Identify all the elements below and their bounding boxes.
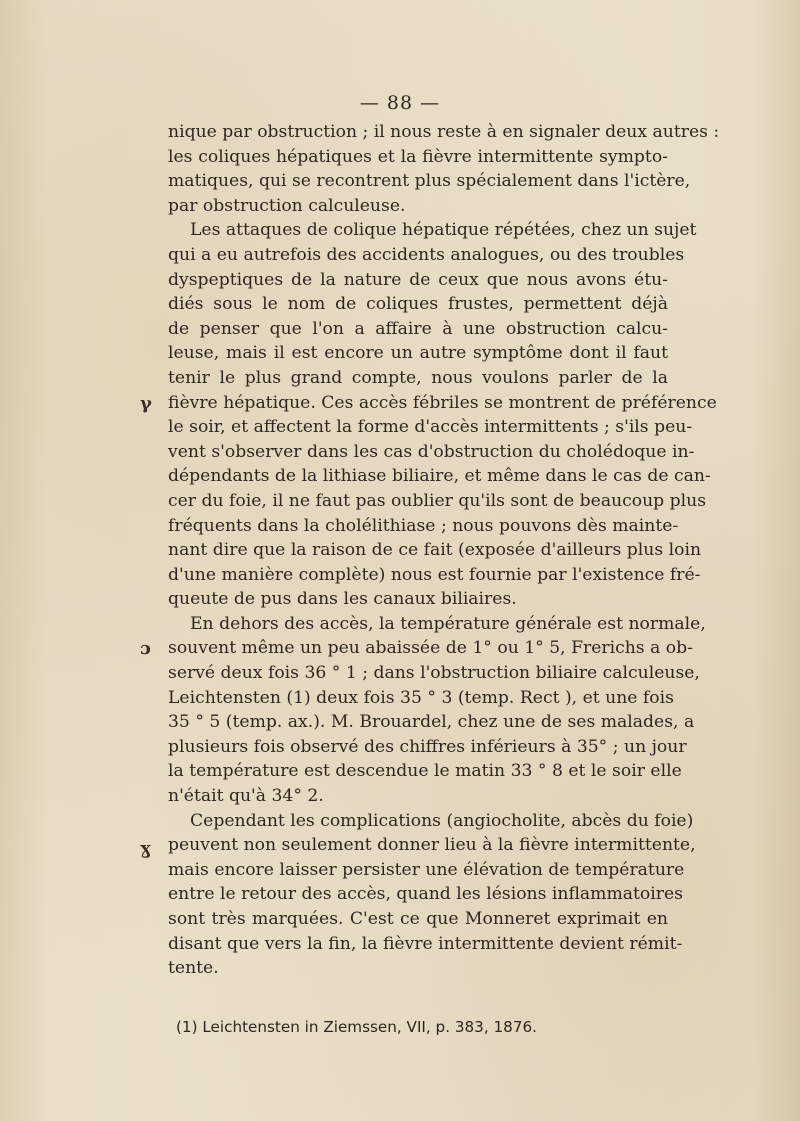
text-line: fréquents dans la cholélithiase ; nous pouvons dès mainte- xyxy=(168,515,679,536)
text-line: entre le retour des accès, quand les lésions inflammatoires xyxy=(168,884,683,905)
text-line: cer du foie, il ne faut pas oublier qu'ils sont de beaucoup plus xyxy=(168,490,707,511)
text-line: vent s'observer dans les cas d'obstruction du cholédoque in- xyxy=(168,441,695,462)
body-text xyxy=(168,120,720,981)
margin-annotation: ɔ xyxy=(140,638,151,659)
text-line: plusieurs fois observé des chiffres inférieurs à 35° ; un jour xyxy=(168,736,687,757)
text-line: tenir le plus grand compte, nous voulons parler de la xyxy=(168,367,668,388)
text-line: mais encore laisser persister une élévation de température xyxy=(168,859,685,880)
text-line: de penser que l'on a affaire à une obstruction calcu- xyxy=(168,318,668,339)
margin-annotation: ɣ xyxy=(140,838,151,859)
text-line: le soir, et affectent la forme d'accès intermittents ; s'ils peu- xyxy=(168,417,693,438)
page-number: — 88 — xyxy=(359,92,441,114)
text-line: Cependant les complications (angiocholite, abcès du foie) xyxy=(190,810,694,831)
text-line: leuse, mais il est encore un autre symptôme dont il faut xyxy=(168,343,668,364)
text-line: En dehors des accès, la température générale est normale, xyxy=(190,613,706,634)
text-line: tente. xyxy=(168,958,219,979)
text-line: par obstruction calculeuse. xyxy=(168,195,406,216)
text-line: peuvent non seulement donner lieu à la fièvre intermittente, xyxy=(168,835,696,856)
text-line: 35 ° 5 (temp. ax.). M. Brouardel, chez une de ses malades, a xyxy=(168,712,695,733)
text-line: dépendants de la lithiase biliaire, et même dans le cas de can- xyxy=(168,466,711,487)
text-line: servé deux fois 36 ° 1 ; dans l'obstruction biliaire calculeuse, xyxy=(168,663,700,684)
text-line: d'une manière complète) nous est fournie par l'existence fré- xyxy=(168,564,701,585)
text-line: matiques, qui se recontrent plus spécialement dans l'ictère, xyxy=(168,171,691,192)
text-line: nant dire que la raison de ce fait (exposée d'ailleurs plus loin xyxy=(168,540,702,561)
text-line: n'était qu'à 34° 2. xyxy=(168,786,324,807)
text-line: Leichtensten (1) deux fois 35 ° 3 (temp. Rect ), et une fois xyxy=(168,687,674,708)
text-line: la température est descendue le matin 33 ° 8 et le soir elle xyxy=(168,761,682,782)
text-line: fièvre hépatique. Ces accès fébriles se montrent de préférence xyxy=(168,392,717,413)
text-line: disant que vers la fin, la fièvre intermittente devient rémit- xyxy=(168,933,683,954)
text-line: queute de pus dans les canaux biliaires. xyxy=(168,589,517,610)
text-line: dyspeptiques de la nature de ceux que nous avons étu- xyxy=(168,269,668,290)
text-line: qui a eu autrefois des accidents analogues, ou des troubles xyxy=(168,244,685,265)
text-line: diés sous le nom de coliques frustes, permettent déjà xyxy=(168,294,668,315)
footnote: (1) Leichtensten in Ziemssen, VII, p. 383, 1876. xyxy=(176,1018,537,1036)
text-line: les coliques hépatiques et la fièvre intermittente sympto- xyxy=(168,146,668,167)
text-line: souvent même un peu abaissée de 1° ou 1° 5, Frerichs a ob- xyxy=(168,638,693,659)
text-line: Les attaques de colique hépatique répétées, chez un sujet xyxy=(190,220,697,241)
text-line: nique par obstruction ; il nous reste à en signaler deux autres : xyxy=(168,122,720,142)
text-line: sont très marquées. C'est ce que Monneret exprimait en xyxy=(168,909,668,929)
margin-annotation: γ xyxy=(140,393,152,414)
